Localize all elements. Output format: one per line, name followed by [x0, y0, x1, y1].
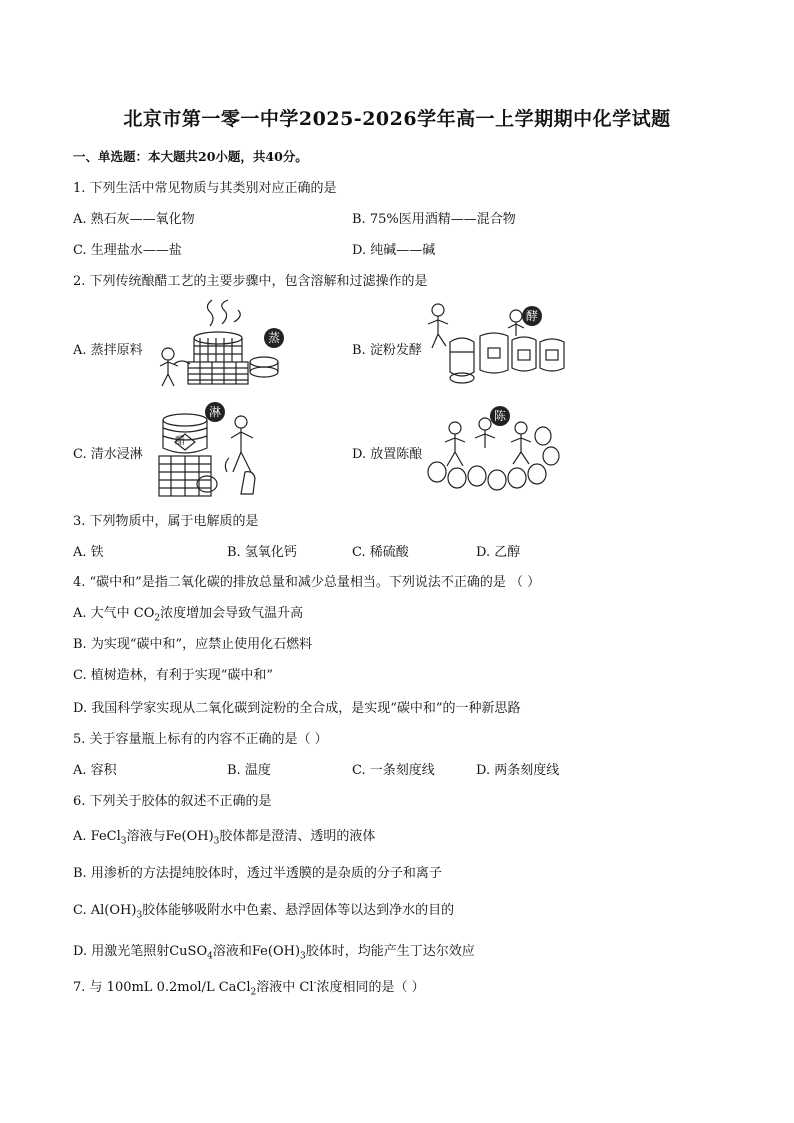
question-6-stem: 6. 下列关于胶体的叙述不正确的是	[73, 794, 272, 809]
q5-option-c: C. 一条刻度线	[352, 763, 435, 778]
q2-option-d: D. 放置陈酿	[352, 447, 423, 462]
question-7-stem: 7. 与 100mL 0.2mol/L CaCl$_2$溶液中 Cl-浓度相同的是（ ）	[73, 978, 425, 998]
q6-option-d: D. 用激光笔照射CuSO$_4$溶液和$Fe(OH)_3$胶体时，均能产生丁达尔效应	[73, 944, 475, 962]
question-5-stem: 5. 关于容量瓶上标有的内容不正确的是（ ）	[73, 732, 328, 747]
seal-steam: 蒸	[264, 328, 284, 348]
q1-option-c: C. 生理盐水——盐	[73, 243, 182, 258]
q2-option-c: C. 清水浸淋	[73, 447, 143, 462]
q1-option-b: B. 75%医用酒精——混合物	[352, 212, 516, 227]
q2-option-b: B. 淀粉发酵	[352, 343, 422, 358]
seal-age: 陈	[490, 406, 510, 426]
q1-option-a: A. 熟石灰——氧化物	[73, 212, 195, 227]
q5-option-a: A. 容积	[73, 763, 117, 778]
q3-option-a: A. 铁	[73, 545, 104, 560]
q2-option-a: A. 蒸拌原料	[73, 343, 143, 358]
q3-option-c: C. 稀硫酸	[352, 545, 409, 560]
fermentation-illustration	[420, 296, 570, 388]
q4-option-c: C. 植树造林，有利于实现“碳中和”	[73, 668, 274, 683]
seal-leach: 淋	[205, 402, 225, 422]
q6-option-b: B. 用渗析的方法提纯胶体时，透过半透膜的是杂质的分子和离子	[73, 866, 442, 881]
q3-option-b: B. 氢氧化钙	[227, 545, 297, 560]
question-2-stem: 2. 下列传统酿醋工艺的主要步骤中，包含溶解和过滤操作的是	[73, 274, 428, 289]
q6-option-a: A. FeCl$_3$溶液与$Fe(OH)_3$胶体都是澄清、透明的液体	[73, 829, 376, 847]
q1-option-d: D. 纯碱——碱	[352, 243, 436, 258]
steaming-illustration	[148, 296, 284, 390]
q4-option-b: B. 为实现“碳中和”，应禁止使用化石燃料	[73, 637, 313, 652]
q4-option-d: D. 我国科学家实现从二氧化碳到淀粉的全合成，是实现“碳中和”的一种新思路	[73, 701, 521, 716]
q3-option-d: D. 乙醇	[476, 545, 521, 560]
seal-ferment: 酵	[522, 306, 542, 326]
q6-option-c: C. $Al(OH)_3$胶体能够吸附水中色素、悬浮固体等以达到净水的目的	[73, 903, 455, 921]
question-4-stem: 4. “碳中和”是指二氧化碳的排放总量和减少总量相当。下列说法不正确的是 （ ）	[73, 575, 541, 590]
q5-option-d: D. 两条刻度线	[476, 763, 560, 778]
page-title: 北京市第一零一中学2025-2026学年高一上学期期中化学试题	[123, 108, 671, 130]
q4-option-a: A. 大气中 $CO_2$浓度增加会导致气温升高	[73, 606, 304, 624]
section-heading: 一、单选题：本大题共20小题，共40分。	[73, 149, 308, 164]
question-3-stem: 3. 下列物质中，属于电解质的是	[73, 514, 259, 529]
vinegar-jar-label: 醋	[175, 436, 185, 447]
q5-option-b: B. 温度	[227, 763, 271, 778]
question-1-stem: 1. 下列生活中常见物质与其类别对应正确的是	[73, 181, 337, 196]
